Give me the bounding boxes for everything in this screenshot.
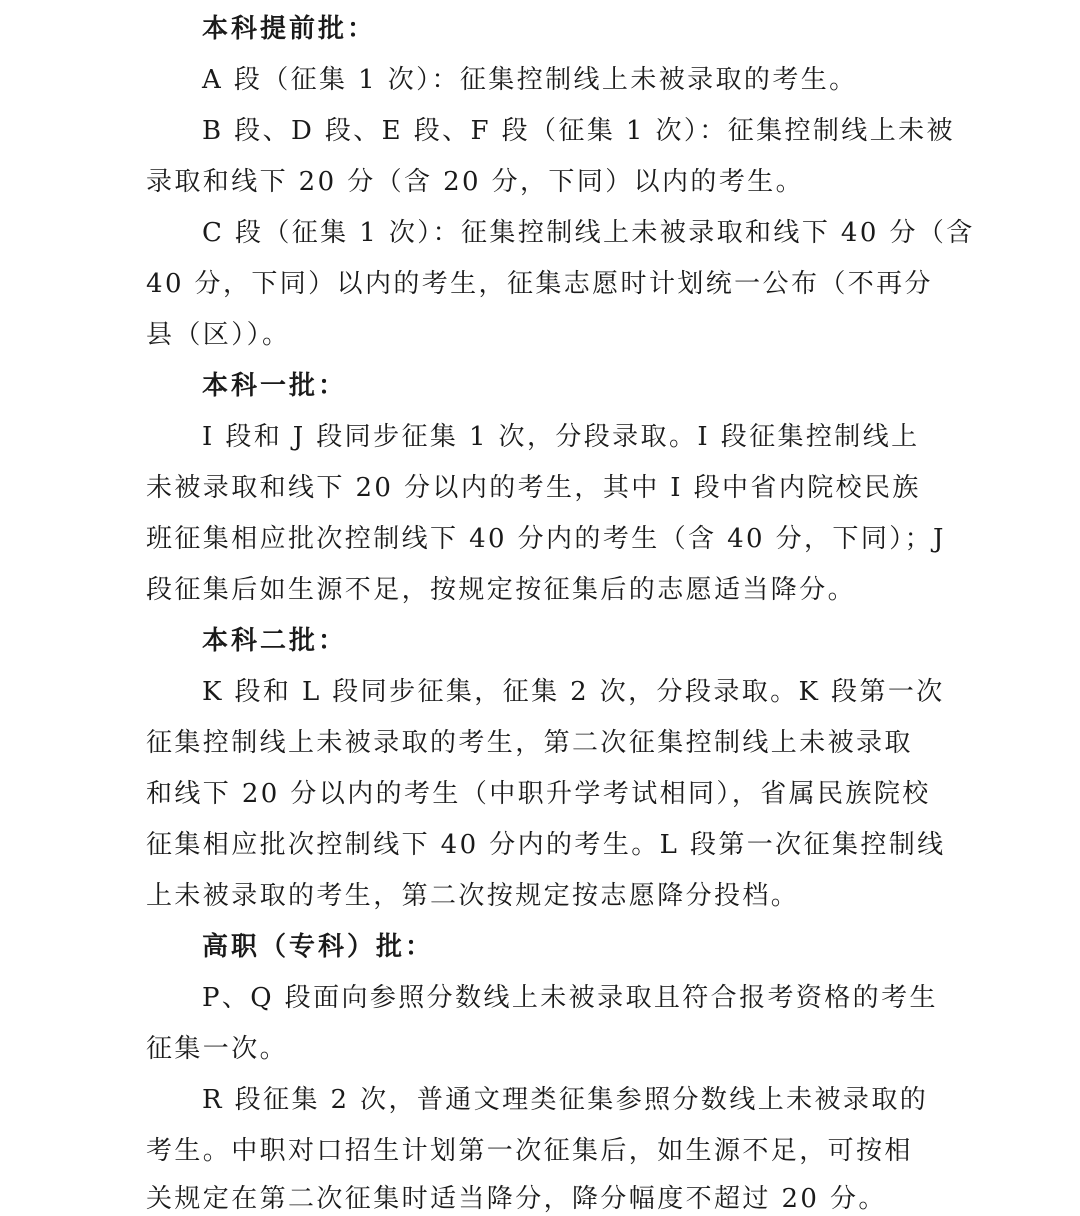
- paragraph-line: P、Q 段面向参照分数线上未被录取且符合报考资格的考生: [202, 983, 938, 1013]
- paragraph-line: 未被录取和线下 20 分以内的考生，其中 I 段中省内院校民族: [146, 473, 921, 503]
- paragraph-line: 录取和线下 20 分（含 20 分，下同）以内的考生。: [146, 167, 805, 197]
- section-heading: 本科一批：: [202, 371, 348, 401]
- paragraph-line: 和线下 20 分以内的考生（中职升学考试相同），省属民族院校: [146, 779, 931, 809]
- paragraph-line: I 段和 J 段同步征集 1 次，分段录取。I 段征集控制线上: [202, 422, 920, 452]
- paragraph-line: 40 分，下同）以内的考生，征集志愿时计划统一公布（不再分: [146, 269, 933, 299]
- paragraph-line: 征集控制线上未被录取的考生，第二次征集控制线上未被录取: [146, 728, 913, 758]
- paragraph-line: 考生。中职对口招生计划第一次征集后，如生源不足，可按相: [146, 1136, 913, 1166]
- paragraph-line: R 段征集 2 次，普通文理类征集参照分数线上未被录取的: [202, 1085, 929, 1115]
- paragraph-line: 段征集后如生源不足，按规定按征集后的志愿适当降分。: [146, 575, 857, 605]
- paragraph-line: 班征集相应批次控制线下 40 分内的考生（含 40 分，下同）；J: [146, 524, 946, 554]
- paragraph-line: 征集一次。: [146, 1034, 289, 1064]
- paragraph-line: A 段（征集 1 次）：征集控制线上未被录取的考生。: [202, 65, 858, 95]
- section-heading: 本科提前批：: [202, 14, 377, 44]
- paragraph-line: 上未被录取的考生，第二次按规定按志愿降分投档。: [146, 881, 800, 911]
- paragraph-line: 征集相应批次控制线下 40 分内的考生。L 段第一次征集控制线: [146, 830, 946, 860]
- section-heading: 本科二批：: [202, 626, 348, 656]
- paragraph-line: B 段、D 段、E 段、F 段（征集 1 次）：征集控制线上未被: [202, 116, 955, 146]
- paragraph-line: 县（区））。: [146, 320, 291, 350]
- paragraph-line: C 段（征集 1 次）：征集控制线上未被录取和线下 40 分（含: [202, 218, 975, 248]
- paragraph-line: 关规定在第二次征集时适当降分，降分幅度不超过 20 分。: [146, 1184, 887, 1214]
- paragraph-line: K 段和 L 段同步征集，征集 2 次，分段录取。K 段第一次: [202, 677, 945, 707]
- section-heading: 高职（专科）批：: [202, 932, 435, 962]
